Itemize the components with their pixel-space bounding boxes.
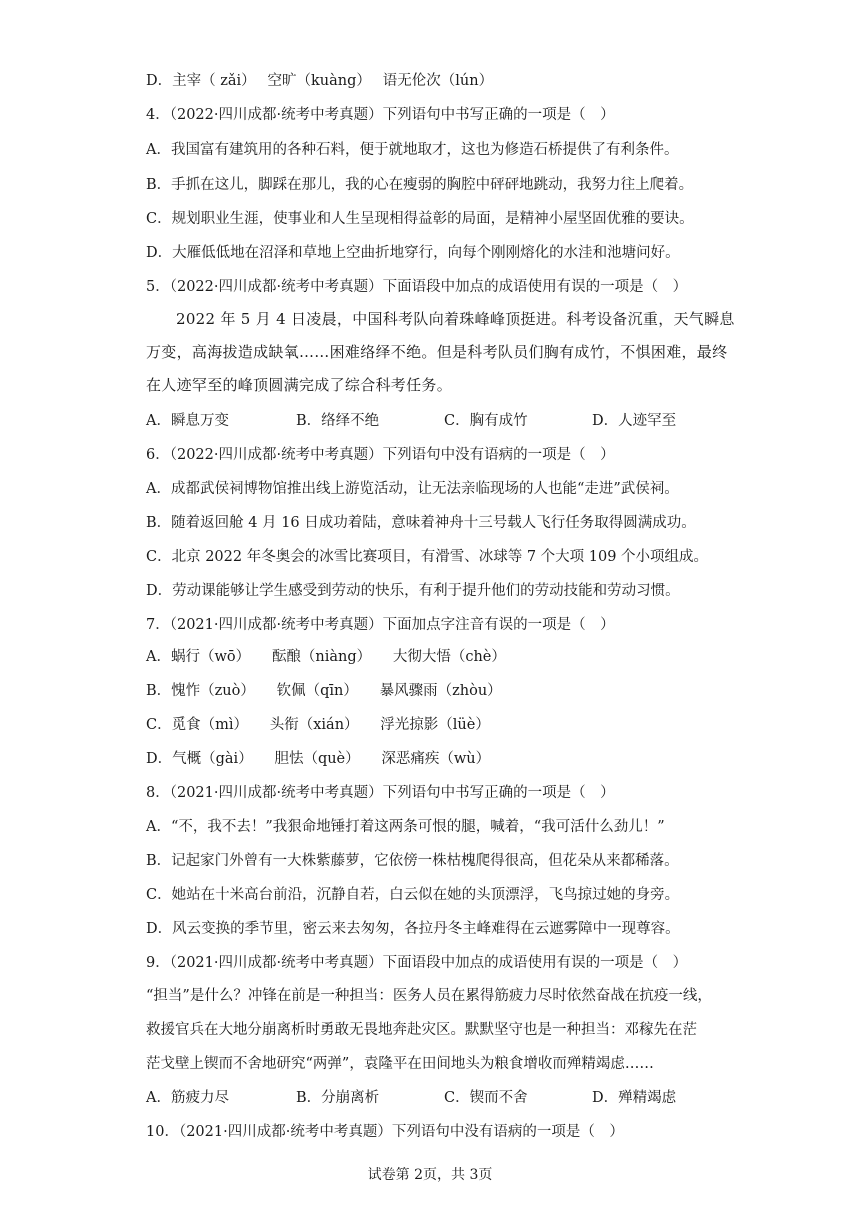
q9-option-c: C．锲而不舍 — [444, 1090, 528, 1106]
q4-option-c: C．规划职业生涯，使事业和人生呈现相得益彰的局面，是精神小屋坚固优雅的要诀。 — [146, 211, 694, 227]
q9-option-d: D．殚精竭虑 — [592, 1090, 677, 1106]
q7-option-a: A．蜗行（wō） 酝酿（niàng） 大彻大悟（chè） — [146, 649, 506, 665]
q4-option-b: B．手抓在这儿，脚踩在那儿，我的心在瘦弱的胸腔中砰砰地跳动，我努力往上爬着。 — [146, 177, 694, 193]
q6-option-c: C．北京 2022 年冬奥会的冰雪比赛项目，有滑雪、冰球等 7 个大项 109 个小项组成。 — [146, 549, 709, 565]
q7-option-c: C．觅食（mì） 头衔（xián） 浮光掠影（lüè） — [146, 717, 490, 733]
q6-option-a: A．成都武侯祠博物馆推出线上游览活动，让无法亲临现场的人也能“走进”武侯祠。 — [146, 481, 679, 497]
q5-passage-line-1: 2022 年 5 月 4 日凌晨，中国科考队向着珠峰峰顶挺进。科考设备沉重，天气瞬息 — [176, 310, 735, 328]
q8-option-d: D．风云变换的季节里，密云来去匆匆，各拉丹冬主峰难得在云遮雾障中一现尊容。 — [146, 921, 680, 937]
q6-option-b: B．随着返回舱 4 月 16 日成功着陆，意味着神舟十三号载人飞行任务取得圆满成功。 — [146, 515, 696, 531]
q5-option-a: A．瞬息万变 — [146, 413, 229, 429]
q6-stem: 6．（2022·四川成都·统考中考真题）下列语句中没有语病的一项是（ ） — [146, 447, 615, 463]
q5-passage-line-2: 万变，高海拔造成缺氧……困难络绎不绝。但是科考队员们胸有成竹，不惧困难，最终 — [146, 343, 728, 361]
q4-stem: 4．（2022·四川成都·统考中考真题）下列语句中书写正确的一项是（ ） — [146, 107, 615, 123]
q9-option-a: A．筋疲力尽 — [146, 1090, 229, 1106]
q8-stem: 8．（2021·四川成都·统考中考真题）下列语句中书写正确的一项是（ ） — [146, 785, 615, 801]
q9-option-b: B．分崩离析 — [296, 1090, 380, 1106]
q7-option-d: D．气概（gài） 胆怯（què） 深恶痛疾（wù） — [146, 751, 491, 767]
page-footer: 试卷第 2页，共 3页 — [367, 1167, 493, 1183]
q5-passage-line-3: 在人迹罕至的峰顶圆满完成了综合科考任务。 — [146, 376, 453, 394]
q6-option-d: D．劳动课能够让学生感受到劳动的快乐，有利于提升他们的劳动技能和劳动习惯。 — [146, 583, 680, 599]
q8-option-c: C．她站在十米高台前沿，沉静自若，白云似在她的头顶漂浮，飞鸟掠过她的身旁。 — [146, 887, 680, 903]
q4-option-a: A．我国富有建筑用的各种石料，便于就地取才，这也为修造石桥提供了有利条件。 — [146, 142, 679, 158]
q5-option-b: B．络绎不绝 — [296, 413, 380, 429]
q5-option-d: D．人迹罕至 — [592, 413, 677, 429]
q10-stem: 10．（2021·四川成都·统考中考真题）下列语句中没有语病的一项是（ ） — [146, 1124, 624, 1140]
q5-option-c: C．胸有成竹 — [444, 413, 528, 429]
q9-options — [146, 1088, 676, 1108]
q7-option-b: B．愧怍（zuò） 钦佩（qīn） 暴风骤雨（zhòu） — [146, 683, 502, 699]
q8-option-a: A．“不，我不去！”我狠命地锤打着这两条可恨的腿，喊着，“我可活什么劲儿！” — [146, 819, 665, 835]
q9-passage-line-2: 救援官兵在大地分崩离析时勇敢无畏地奔赴灾区。默默坚守也是一种担当：邓稼先在茫 — [146, 1022, 697, 1038]
q5-options — [146, 411, 676, 431]
q3-option-d: D．主宰（ zǎi） 空旷（kuàng） 语无伦次（lún） — [146, 73, 494, 89]
q5-stem: 5．（2022·四川成都·统考中考真题）下面语段中加点的成语使用有误的一项是（ ） — [146, 279, 688, 295]
q8-option-b: B．记起家门外曾有一大株紫藤萝，它依傍一株枯槐爬得很高，但花朵从来都稀落。 — [146, 853, 679, 869]
q4-option-d: D．大雁低低地在沼泽和草地上空曲折地穿行，向每个刚刚熔化的水洼和池塘问好。 — [146, 245, 680, 261]
q9-stem: 9．（2021·四川成都·统考中考真题）下面语段中加点的成语使用有误的一项是（ ） — [146, 955, 688, 971]
q9-passage-line-1: “担当”是什么？冲锋在前是一种担当：医务人员在累得筋疲力尽时依然奋战在抗疫一线， — [146, 988, 712, 1004]
q9-passage-line-3: 茫戈壁上锲而不舍地研究“两弹”，袁隆平在田间地头为粮食增收而殚精竭虑…… — [146, 1056, 654, 1072]
q7-stem: 7．（2021·四川成都·统考中考真题）下面加点字注音有误的一项是（ ） — [146, 617, 615, 633]
